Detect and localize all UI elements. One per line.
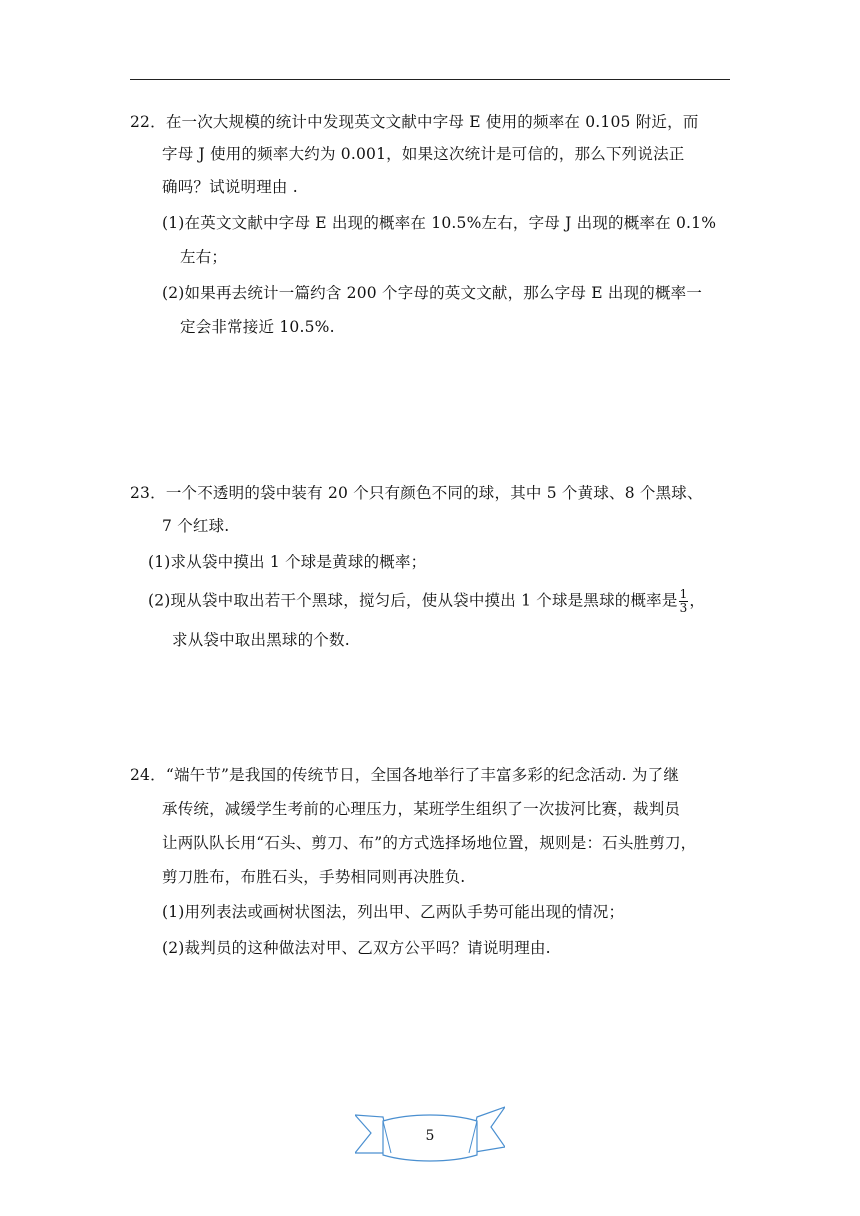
q23-part1: (1)求从袋中摸出 1 个球是黄球的概率； — [148, 553, 427, 571]
q22-part2-line-1: (2)如果再去统计一篇约含 200 个字母的英文文献，那么字母 E 出现的概率一 — [162, 284, 703, 302]
fraction-one-third — [679, 588, 689, 615]
q24-line-3: 让两队队长用“石头、剪刀、布”的方式选择场地位置，规则是：石头胜剪刀， — [162, 834, 697, 852]
header-rule — [130, 79, 730, 80]
q24-part1: (1)用列表法或画树状图法，列出甲、乙两队手势可能出现的情况； — [162, 903, 625, 921]
q22-line-2: 字母 J 使用的频率大约为 0.001，如果这次统计是可信的，那么下列说法正 — [162, 145, 685, 163]
q22-part1-line-1: (1)在英文文献中字母 E 出现的概率在 10.5%左右，字母 J 出现的概率在 0.1% — [162, 214, 717, 232]
fraction-numerator: 1 — [679, 587, 688, 601]
q23-part2-line-2: 求从袋中取出黑球的个数. — [172, 631, 350, 649]
q23-part2-line-1 — [148, 588, 705, 615]
page-number: 5 — [425, 1128, 435, 1144]
q22-line-3: 确吗？试说明理由 . — [162, 178, 298, 196]
q23-line-1: 23．一个不透明的袋中装有 20 个只有颜色不同的球，其中 5 个黄球、8 个黑球、 — [130, 484, 703, 502]
q23-part2-comma: ， — [689, 591, 706, 610]
fraction-denominator: 3 — [679, 601, 688, 615]
q22-part2-line-2: 定会非常接近 10.5%. — [180, 318, 335, 336]
q24-line-2: 承传统，减缓学生考前的心理压力，某班学生组织了一次拔河比赛，裁判员 — [162, 800, 681, 818]
q24-part2: (2)裁判员的这种做法对甲、乙双方公平吗？请说明理由. — [162, 939, 551, 957]
q24-line-4: 剪刀胜布，布胜石头，手势相同则再决胜负. — [162, 868, 466, 886]
q23-line-2: 7 个红球. — [162, 517, 230, 535]
q23-part2-text: (2)现从袋中取出若干个黑球，搅匀后，使从袋中摸出 1 个球是黑球的概率是 — [148, 591, 678, 610]
q24-line-1: 24．“端午节”是我国的传统节日，全国各地举行了丰富多彩的纪念活动. 为了继 — [130, 766, 680, 784]
q22-line-1: 22．在一次大规模的统计中发现英文文献中字母 E 使用的频率在 0.105 附近，而 — [130, 113, 699, 131]
q22-part1-line-2: 左右； — [180, 248, 228, 266]
